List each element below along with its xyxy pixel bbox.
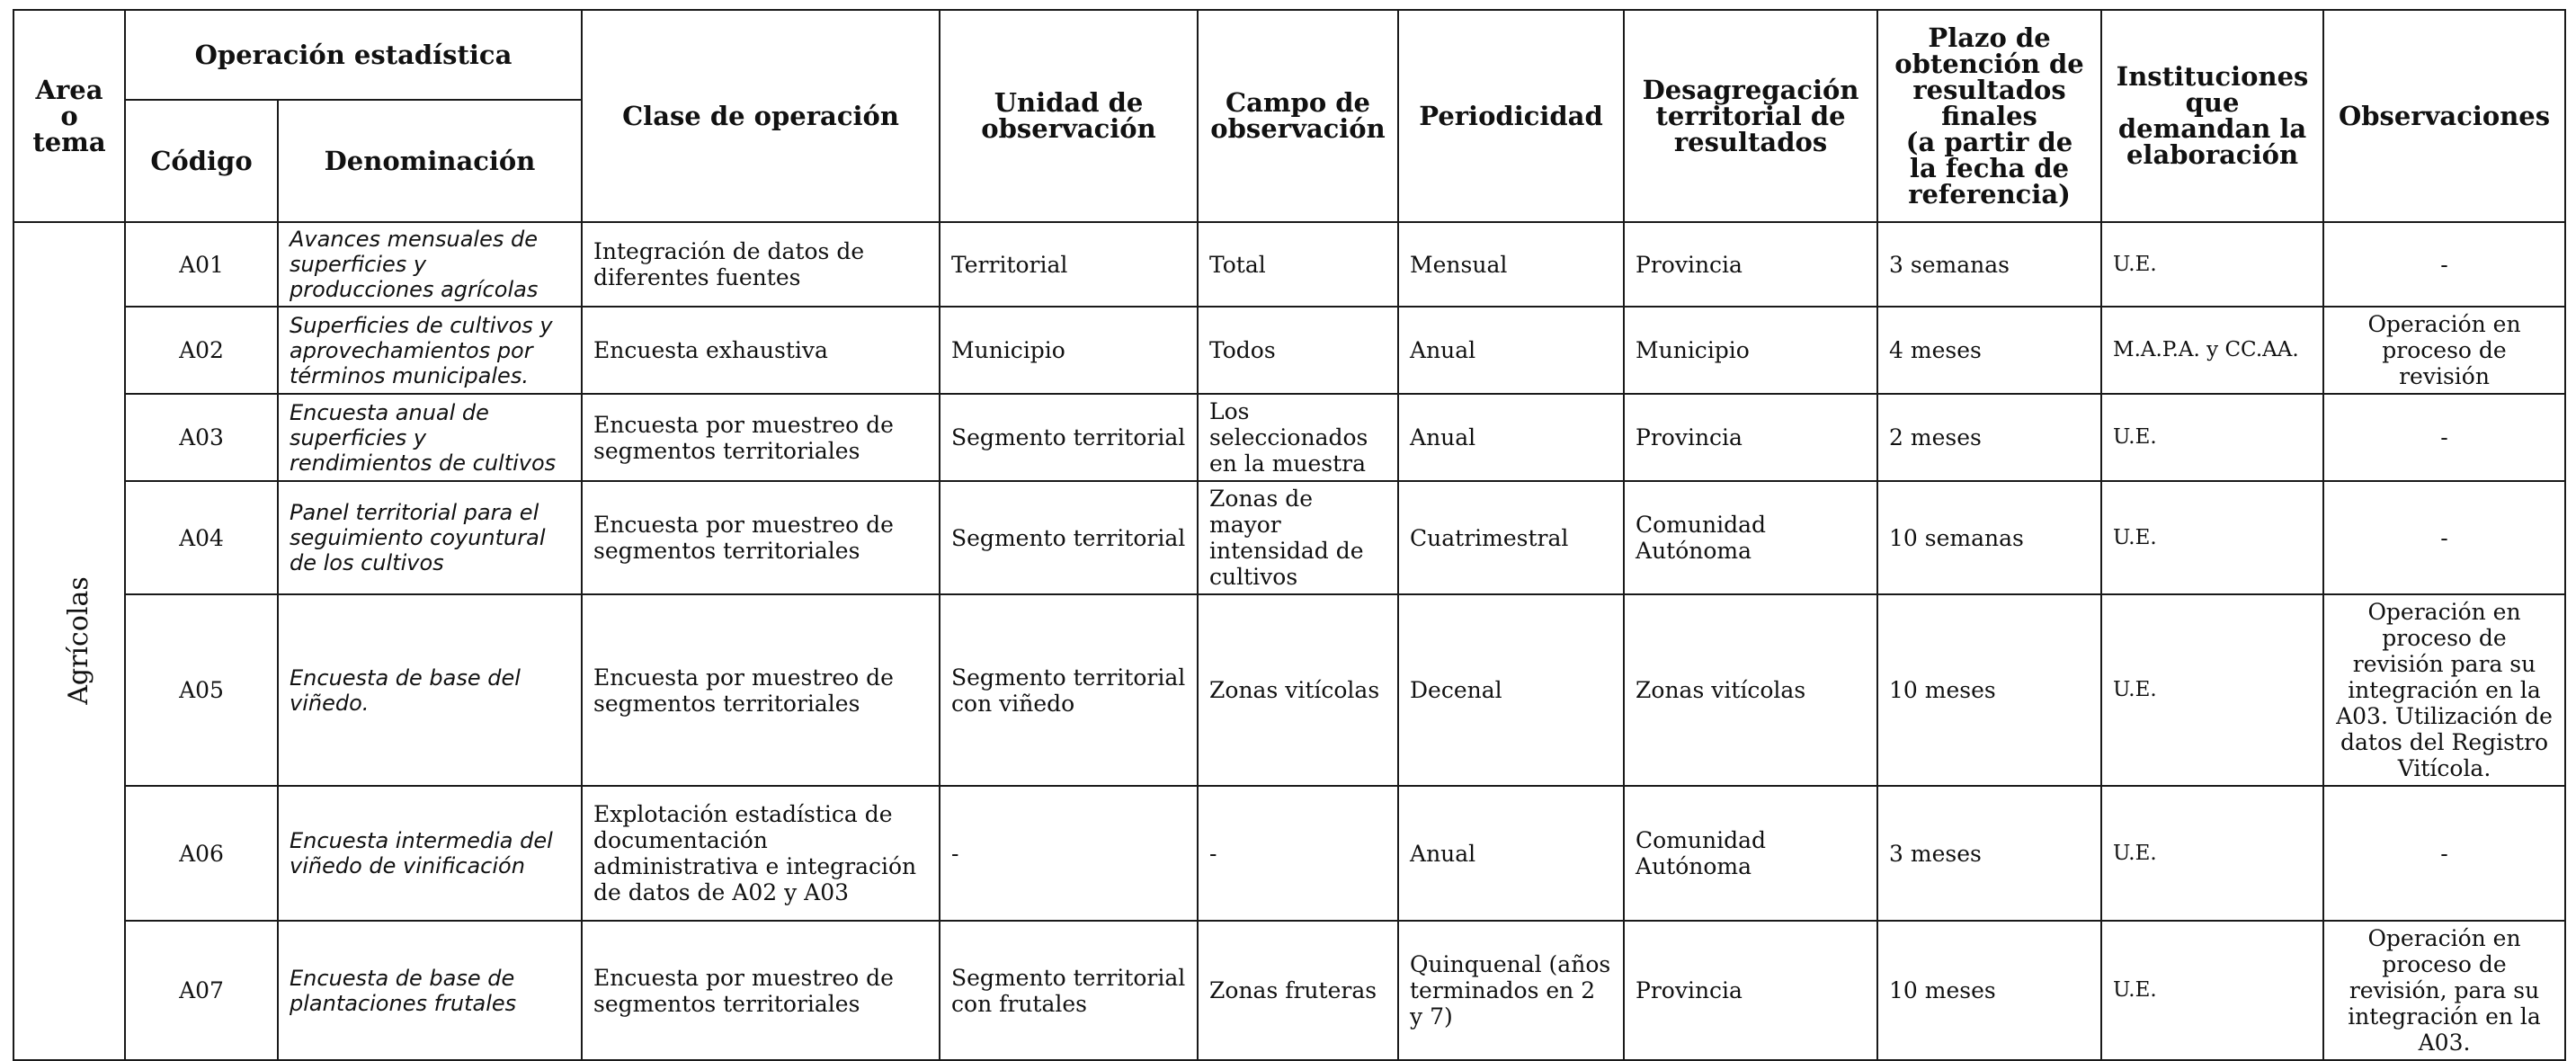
codigo-cell: A03: [125, 394, 278, 481]
instituciones-cell: U.E.: [2101, 921, 2323, 1060]
header-codigo: Código: [125, 100, 278, 222]
codigo-cell: A01: [125, 222, 278, 307]
desagregacion-cell: Provincia: [1624, 394, 1877, 481]
periodicidad-cell: Anual: [1398, 786, 1624, 921]
instituciones-cell: U.E.: [2101, 394, 2323, 481]
codigo-cell: A06: [125, 786, 278, 921]
unidad-cell: -: [940, 786, 1198, 921]
header-unidad-text: Unidad de observación: [981, 87, 1156, 144]
table-header: [13, 10, 2565, 222]
clase-cell: Encuesta por muestreo de segmentos territoriales: [582, 921, 940, 1060]
table-row: [13, 307, 2565, 394]
statistical-operations-document: [13, 9, 2564, 1056]
unidad-cell: Territorial: [940, 222, 1198, 307]
area-cell: [13, 222, 125, 1060]
observaciones-cell: -: [2323, 481, 2565, 594]
codigo-cell: A02: [125, 307, 278, 394]
header-operacion: Operación estadística: [125, 10, 582, 100]
unidad-cell: Segmento territorial con viñedo: [940, 594, 1198, 786]
denominacion-cell: Avances mensuales de superficies y producciones agrícolas: [278, 222, 582, 307]
plazo-cell: 10 meses: [1877, 921, 2101, 1060]
table-row: [13, 481, 2565, 594]
plazo-cell: 3 meses: [1877, 786, 2101, 921]
plazo-cell: 2 meses: [1877, 394, 2101, 481]
denominacion-cell: Encuesta de base del viñedo.: [278, 594, 582, 786]
desagregacion-cell: Comunidad Autónoma: [1624, 481, 1877, 594]
denominacion-cell: Superficies de cultivos y aprovechamientos por términos municipales.: [278, 307, 582, 394]
campo-cell: -: [1198, 786, 1398, 921]
desagregacion-cell: Comunidad Autónoma: [1624, 786, 1877, 921]
plazo-cell: 3 semanas: [1877, 222, 2101, 307]
header-instituciones: [2101, 10, 2323, 222]
header-clase: Clase de operación: [582, 10, 940, 222]
header-denominacion: Denominación: [278, 100, 582, 222]
codigo-cell: A07: [125, 921, 278, 1060]
denominacion-cell: Encuesta de base de plantaciones frutales: [278, 921, 582, 1060]
header-campo: [1198, 10, 1398, 222]
table-row: [13, 394, 2565, 481]
observaciones-cell: Operación en proceso de revisión, para su integración en la A03.: [2323, 921, 2565, 1060]
clase-cell: Encuesta por muestreo de segmentos territoriales: [582, 481, 940, 594]
area-label: Agrícolas: [62, 576, 94, 705]
header-desagregacion-text: Desagregación territorial de resultados: [1642, 74, 1859, 157]
unidad-cell: Segmento territorial: [940, 394, 1198, 481]
observaciones-cell: -: [2323, 222, 2565, 307]
table-row: [13, 921, 2565, 1060]
periodicidad-cell: Quinquenal (años terminados en 2 y 7): [1398, 921, 1624, 1060]
campo-cell: Zonas fruteras: [1198, 921, 1398, 1060]
table-row: [13, 594, 2565, 786]
clase-cell: Encuesta por muestreo de segmentos territoriales: [582, 594, 940, 786]
periodicidad-cell: Anual: [1398, 394, 1624, 481]
desagregacion-cell: Zonas vitícolas: [1624, 594, 1877, 786]
clase-cell: Integración de datos de diferentes fuentes: [582, 222, 940, 307]
header-instituciones-text: Instituciones que demandan la elaboración: [2116, 61, 2309, 170]
periodicidad-cell: Decenal: [1398, 594, 1624, 786]
header-area: [13, 10, 125, 222]
clase-cell: Encuesta por muestreo de segmentos territoriales: [582, 394, 940, 481]
header-plazo-text: Plazo de obtención de resultados finales (a partir de la fecha de referencia): [1894, 22, 2084, 210]
header-desagregacion: [1624, 10, 1877, 222]
campo-cell: Todos: [1198, 307, 1398, 394]
statistical-operations-table: [13, 9, 2566, 1061]
campo-cell: Zonas de mayor intensidad de cultivos: [1198, 481, 1398, 594]
observaciones-cell: -: [2323, 786, 2565, 921]
header-campo-text: Campo de observación: [1210, 87, 1386, 144]
observaciones-cell: -: [2323, 394, 2565, 481]
observaciones-cell: Operación en proceso de revisión para su integración en la A03. Utilización de datos del Registro Vitícola.: [2323, 594, 2565, 786]
observaciones-cell: Operación en proceso de revisión: [2323, 307, 2565, 394]
plazo-cell: 10 semanas: [1877, 481, 2101, 594]
unidad-cell: Segmento territorial: [940, 481, 1198, 594]
table-row: [13, 222, 2565, 307]
plazo-cell: 4 meses: [1877, 307, 2101, 394]
denominacion-cell: Panel territorial para el seguimiento coyuntural de los cultivos: [278, 481, 582, 594]
clase-cell: Encuesta exhaustiva: [582, 307, 940, 394]
plazo-cell: 10 meses: [1877, 594, 2101, 786]
header-observaciones: Observaciones: [2323, 10, 2565, 222]
header-periodicidad: Periodicidad: [1398, 10, 1624, 222]
clase-cell: Explotación estadística de documentación administrativa e integración de datos de A02 y A03: [582, 786, 940, 921]
denominacion-cell: Encuesta anual de superficies y rendimientos de cultivos: [278, 394, 582, 481]
instituciones-cell: U.E.: [2101, 222, 2323, 307]
desagregacion-cell: Provincia: [1624, 921, 1877, 1060]
periodicidad-cell: Mensual: [1398, 222, 1624, 307]
campo-cell: Los seleccionados en la muestra: [1198, 394, 1398, 481]
header-plazo: [1877, 10, 2101, 222]
codigo-cell: A04: [125, 481, 278, 594]
instituciones-cell: M.A.P.A. y CC.AA.: [2101, 307, 2323, 394]
periodicidad-cell: Cuatrimestral: [1398, 481, 1624, 594]
header-unidad: [940, 10, 1198, 222]
table-row: [13, 786, 2565, 921]
header-row-1: [13, 10, 2565, 100]
unidad-cell: Segmento territorial con frutales: [940, 921, 1198, 1060]
header-area-text: Area o tema: [32, 74, 106, 157]
instituciones-cell: U.E.: [2101, 481, 2323, 594]
periodicidad-cell: Anual: [1398, 307, 1624, 394]
unidad-cell: Municipio: [940, 307, 1198, 394]
campo-cell: Zonas vitícolas: [1198, 594, 1398, 786]
codigo-cell: A05: [125, 594, 278, 786]
table-body: [13, 222, 2565, 1060]
campo-cell: Total: [1198, 222, 1398, 307]
desagregacion-cell: Provincia: [1624, 222, 1877, 307]
instituciones-cell: U.E.: [2101, 786, 2323, 921]
instituciones-cell: U.E.: [2101, 594, 2323, 786]
denominacion-cell: Encuesta intermedia del viñedo de vinificación: [278, 786, 582, 921]
desagregacion-cell: Municipio: [1624, 307, 1877, 394]
